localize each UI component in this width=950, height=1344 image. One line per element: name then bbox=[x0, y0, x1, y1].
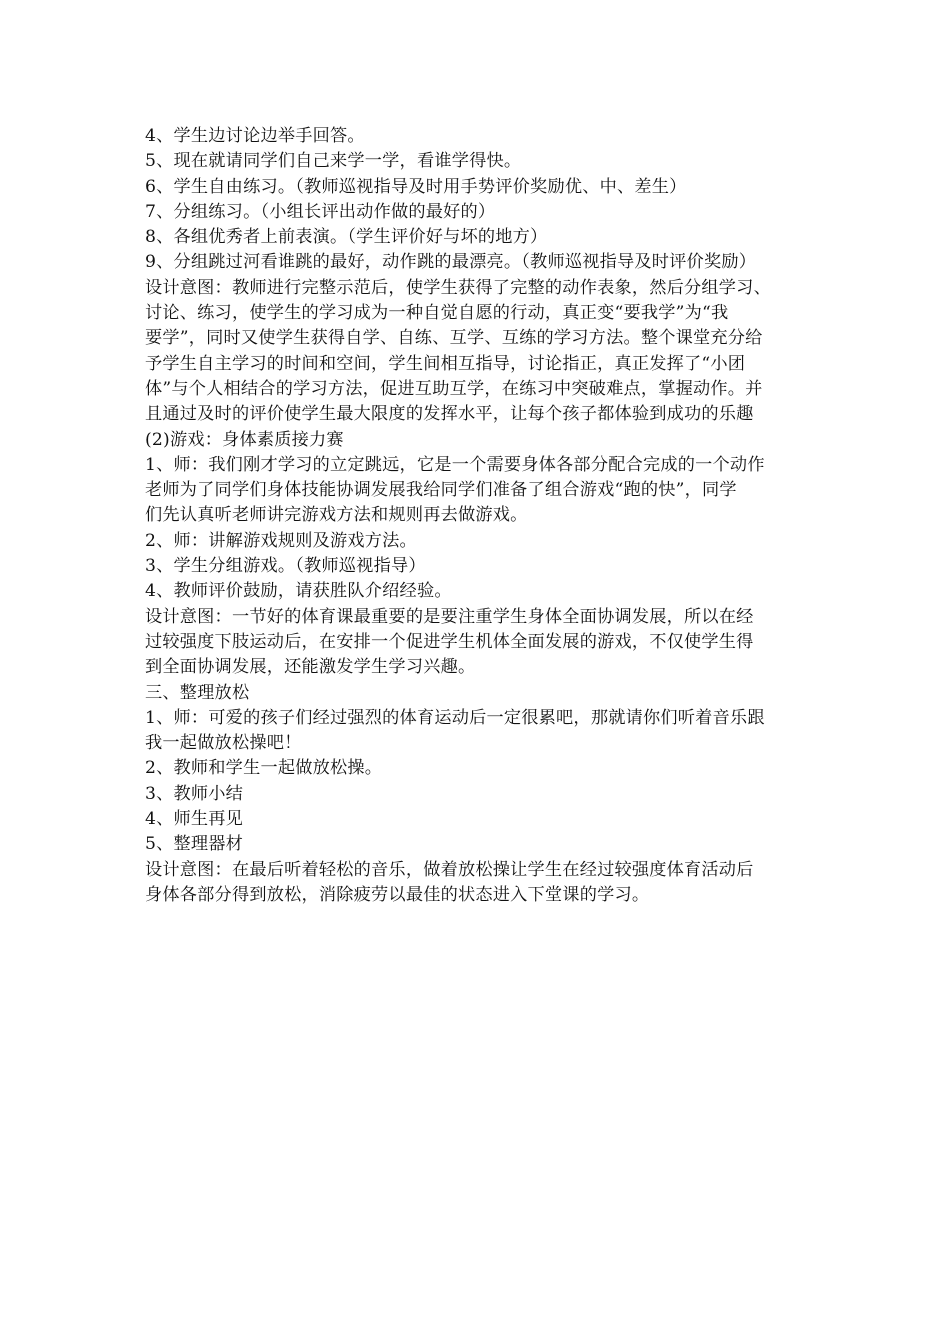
text-line: 3、学生分组游戏。（教师巡视指导） bbox=[145, 556, 426, 577]
text-line: 设计意图：一节好的体育课最重要的是要注重学生身体全面协调发展，所以在经 bbox=[145, 606, 754, 627]
text-line: 8、各组优秀者上前表演。（学生评价好与坏的地方） bbox=[145, 227, 548, 248]
text-line: 们先认真听老师讲完游戏方法和规则再去做游戏。 bbox=[145, 505, 528, 526]
text-line: 1、师：我们刚才学习的立定跳远，它是一个需要身体各部分配合完成的一个动作 bbox=[145, 454, 765, 475]
text-line: 且通过及时的评价使学生最大限度的发挥水平，让每个孩子都体验到成功的乐趣 bbox=[145, 404, 754, 425]
text-line: 我一起做放松操吧！ bbox=[145, 733, 302, 754]
text-line: 设计意图：教师进行完整示范后，使学生获得了完整的动作表象，然后分组学习、 bbox=[145, 277, 771, 298]
text-line: 设计意图：在最后听着轻松的音乐，做着放松操让学生在经过较强度体育活动后 bbox=[145, 859, 754, 880]
text-line: 7、分组练习。（小组长评出动作做的最好的） bbox=[145, 201, 496, 222]
text-line: 予学生自主学习的时间和空间，学生间相互指导，讨论指正，真正发挥了“小团 bbox=[145, 353, 746, 374]
text-line: 老师为了同学们身体技能协调发展我给同学们准备了组合游戏“跑的快”，同学 bbox=[145, 480, 737, 501]
section-heading: 三、整理放松 bbox=[145, 682, 250, 703]
text-line: 要学”，同时又使学生获得自学、自练、互学、互练的学习方法。整个课堂充分给 bbox=[145, 328, 763, 349]
text-line: 2、教师和学生一起做放松操。 bbox=[145, 758, 383, 779]
text-line: 6、学生自由练习。（教师巡视指导及时用手势评价奖励优、中、差生） bbox=[145, 176, 687, 197]
text-line: 5、现在就请同学们自己来学一学，看谁学得快。 bbox=[145, 151, 522, 172]
section-heading: (2)游戏：身体素质接力赛 bbox=[145, 429, 344, 450]
text-line: 2、师：讲解游戏规则及游戏方法。 bbox=[145, 530, 417, 551]
text-line: 4、学生边讨论边举手回答。 bbox=[145, 126, 365, 146]
text-line: 4、教师评价鼓励，请获胜队介绍经验。 bbox=[145, 581, 452, 602]
text-line: 1、师：可爱的孩子们经过强烈的体育运动后一定很累吧，那就请你们听着音乐跟 bbox=[145, 707, 765, 728]
text-line: 讨论、练习，使学生的学习成为一种自觉自愿的行动，真正变“要我学”为“我 bbox=[145, 303, 729, 324]
text-line: 体”与个人相结合的学习方法，促进互助互学，在练习中突破难点，掌握动作。并 bbox=[145, 378, 763, 399]
document-body bbox=[145, 124, 825, 908]
text-line: 到全面协调发展，还能激发学生学习兴趣。 bbox=[145, 657, 476, 678]
text-line: 9、分组跳过河看谁跳的最好，动作跳的最漂亮。（教师巡视指导及时评价奖励） bbox=[145, 252, 757, 273]
text-line: 4、师生再见 bbox=[145, 809, 244, 830]
text-line: 5、整理器材 bbox=[145, 834, 244, 855]
text-line: 3、教师小结 bbox=[145, 783, 244, 804]
text-line: 身体各部分得到放松，消除疲劳以最佳的状态进入下堂课的学习。 bbox=[145, 884, 650, 905]
text-line: 过较强度下肢运动后，在安排一个促进学生机体全面发展的游戏，不仅使学生得 bbox=[145, 631, 754, 652]
